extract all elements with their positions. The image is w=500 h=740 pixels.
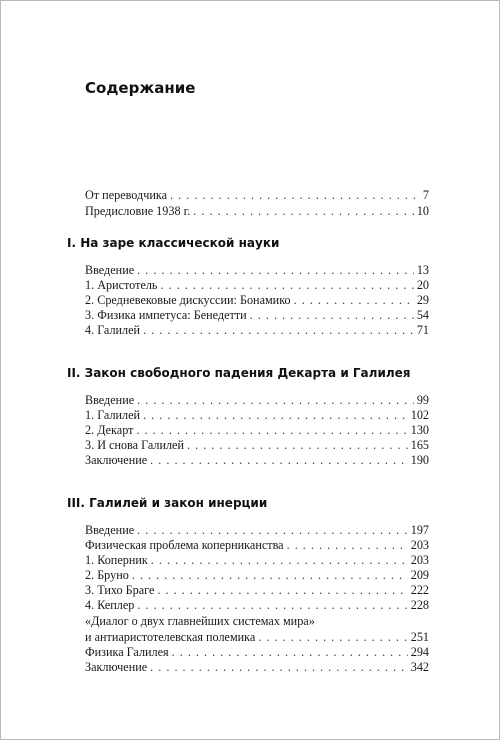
toc-entry[interactable]	[85, 645, 429, 660]
toc-entry-page: 130	[410, 423, 429, 437]
toc-entry-label: и антиаристотелевская полемика	[85, 630, 256, 644]
toc-entry-page: 209	[410, 568, 429, 582]
toc-entry[interactable]	[85, 568, 429, 583]
dot-leader	[294, 293, 414, 308]
toc-entry-label: Введение	[85, 263, 135, 277]
dot-leader	[137, 523, 408, 538]
dot-leader	[157, 583, 407, 598]
dot-leader	[187, 438, 408, 453]
toc-entry[interactable]	[85, 538, 429, 553]
section-heading[interactable]: II. Закон свободного падения Декарта и Галилея	[67, 366, 411, 380]
toc-entry[interactable]	[85, 453, 429, 468]
dot-leader	[193, 204, 414, 219]
toc-entry-label: 2. Средневековые дискуссии: Бонамико	[85, 293, 291, 307]
toc-entry-page: 71	[416, 323, 429, 337]
toc-entry[interactable]	[85, 583, 429, 598]
toc-entry-label: 3. И снова Галилей	[85, 438, 184, 452]
toc-entry[interactable]	[85, 598, 429, 613]
toc-entry-page: 203	[410, 538, 429, 552]
dot-leader	[150, 660, 408, 675]
toc-entry[interactable]	[85, 393, 429, 408]
dot-leader	[137, 393, 414, 408]
toc-entry[interactable]	[85, 308, 429, 323]
dot-leader	[172, 645, 408, 660]
toc-entry-label: 2. Декарт	[85, 423, 134, 437]
dot-leader	[151, 553, 408, 568]
toc-entry-label: Заключение	[85, 660, 148, 674]
dot-leader	[170, 188, 420, 203]
toc-entry-page: 29	[416, 293, 429, 307]
section-heading[interactable]: III. Галилей и закон инерции	[67, 496, 268, 510]
toc-entry-page: 294	[410, 645, 429, 659]
toc-entry-page: 190	[410, 453, 429, 467]
toc-entry-page: 102	[410, 408, 429, 422]
toc-entry-page: 165	[410, 438, 429, 452]
toc-entry[interactable]	[85, 204, 429, 219]
toc-entry-label: Физика Галилея	[85, 645, 169, 659]
toc-entry-label: Физическая проблема коперниканства	[85, 538, 284, 552]
toc-entry[interactable]	[85, 408, 429, 423]
toc-entry[interactable]	[85, 660, 429, 675]
dot-leader	[258, 630, 407, 645]
toc-entry-label: 1. Коперник	[85, 553, 148, 567]
toc-entry[interactable]	[85, 278, 429, 293]
toc-entry-page: 228	[410, 598, 429, 612]
toc-entry-label: 3. Физика импетуса: Бенедетти	[85, 308, 247, 322]
toc-entry-page: 203	[410, 553, 429, 567]
dot-leader	[161, 278, 414, 293]
toc-entry-label: 4. Галилей	[85, 323, 141, 337]
toc-entry-page: 10	[416, 204, 429, 218]
toc-entry[interactable]	[85, 263, 429, 278]
dot-leader	[150, 453, 408, 468]
toc-entry-page: 342	[410, 660, 429, 674]
toc-entry-label: Введение	[85, 523, 135, 537]
section-heading[interactable]: I. На заре классической науки	[67, 236, 280, 250]
toc-entry[interactable]	[85, 523, 429, 538]
toc-entry[interactable]	[85, 188, 429, 203]
dot-leader	[143, 323, 414, 338]
toc-entry-page: 54	[416, 308, 429, 322]
page-title: Содержание	[85, 79, 196, 97]
toc-entry-page: 20	[416, 278, 429, 292]
toc-entry-page: 197	[410, 523, 429, 537]
toc-entry[interactable]	[85, 438, 429, 453]
toc-entry-label: 1. Галилей	[85, 408, 141, 422]
dot-leader	[137, 598, 407, 613]
toc-entry[interactable]	[85, 293, 429, 308]
dot-leader	[143, 408, 408, 423]
dot-leader	[136, 423, 407, 438]
toc-entry-page: 222	[410, 583, 429, 597]
dot-leader	[137, 263, 414, 278]
dot-leader	[250, 308, 414, 323]
toc-entry-label: 3. Тихо Браге	[85, 583, 155, 597]
dot-leader	[287, 538, 408, 553]
toc-entry[interactable]	[85, 553, 429, 568]
toc-entry-label: 2. Бруно	[85, 568, 129, 582]
toc-entry-page: 13	[416, 263, 429, 277]
toc-entry-label: Предисловие 1938 г.	[85, 204, 191, 218]
toc-entry-page: 7	[422, 188, 429, 202]
toc-entry-label: От переводчика	[85, 188, 168, 202]
toc-entry-label: 1. Аристотель	[85, 278, 158, 292]
toc-entry[interactable]	[85, 630, 429, 645]
toc-entry[interactable]	[85, 423, 429, 438]
toc-entry-label: 4. Кеплер	[85, 598, 135, 612]
dot-leader	[132, 568, 408, 583]
toc-entry-label: Введение	[85, 393, 135, 407]
toc-entry[interactable]	[85, 323, 429, 338]
toc-entry-page: 99	[416, 393, 429, 407]
toc-entry-label-line[interactable]: «Диалог о двух главнейших системах мира»	[85, 614, 315, 628]
toc-entry-page: 251	[410, 630, 429, 644]
toc-entry-label: Заключение	[85, 453, 148, 467]
